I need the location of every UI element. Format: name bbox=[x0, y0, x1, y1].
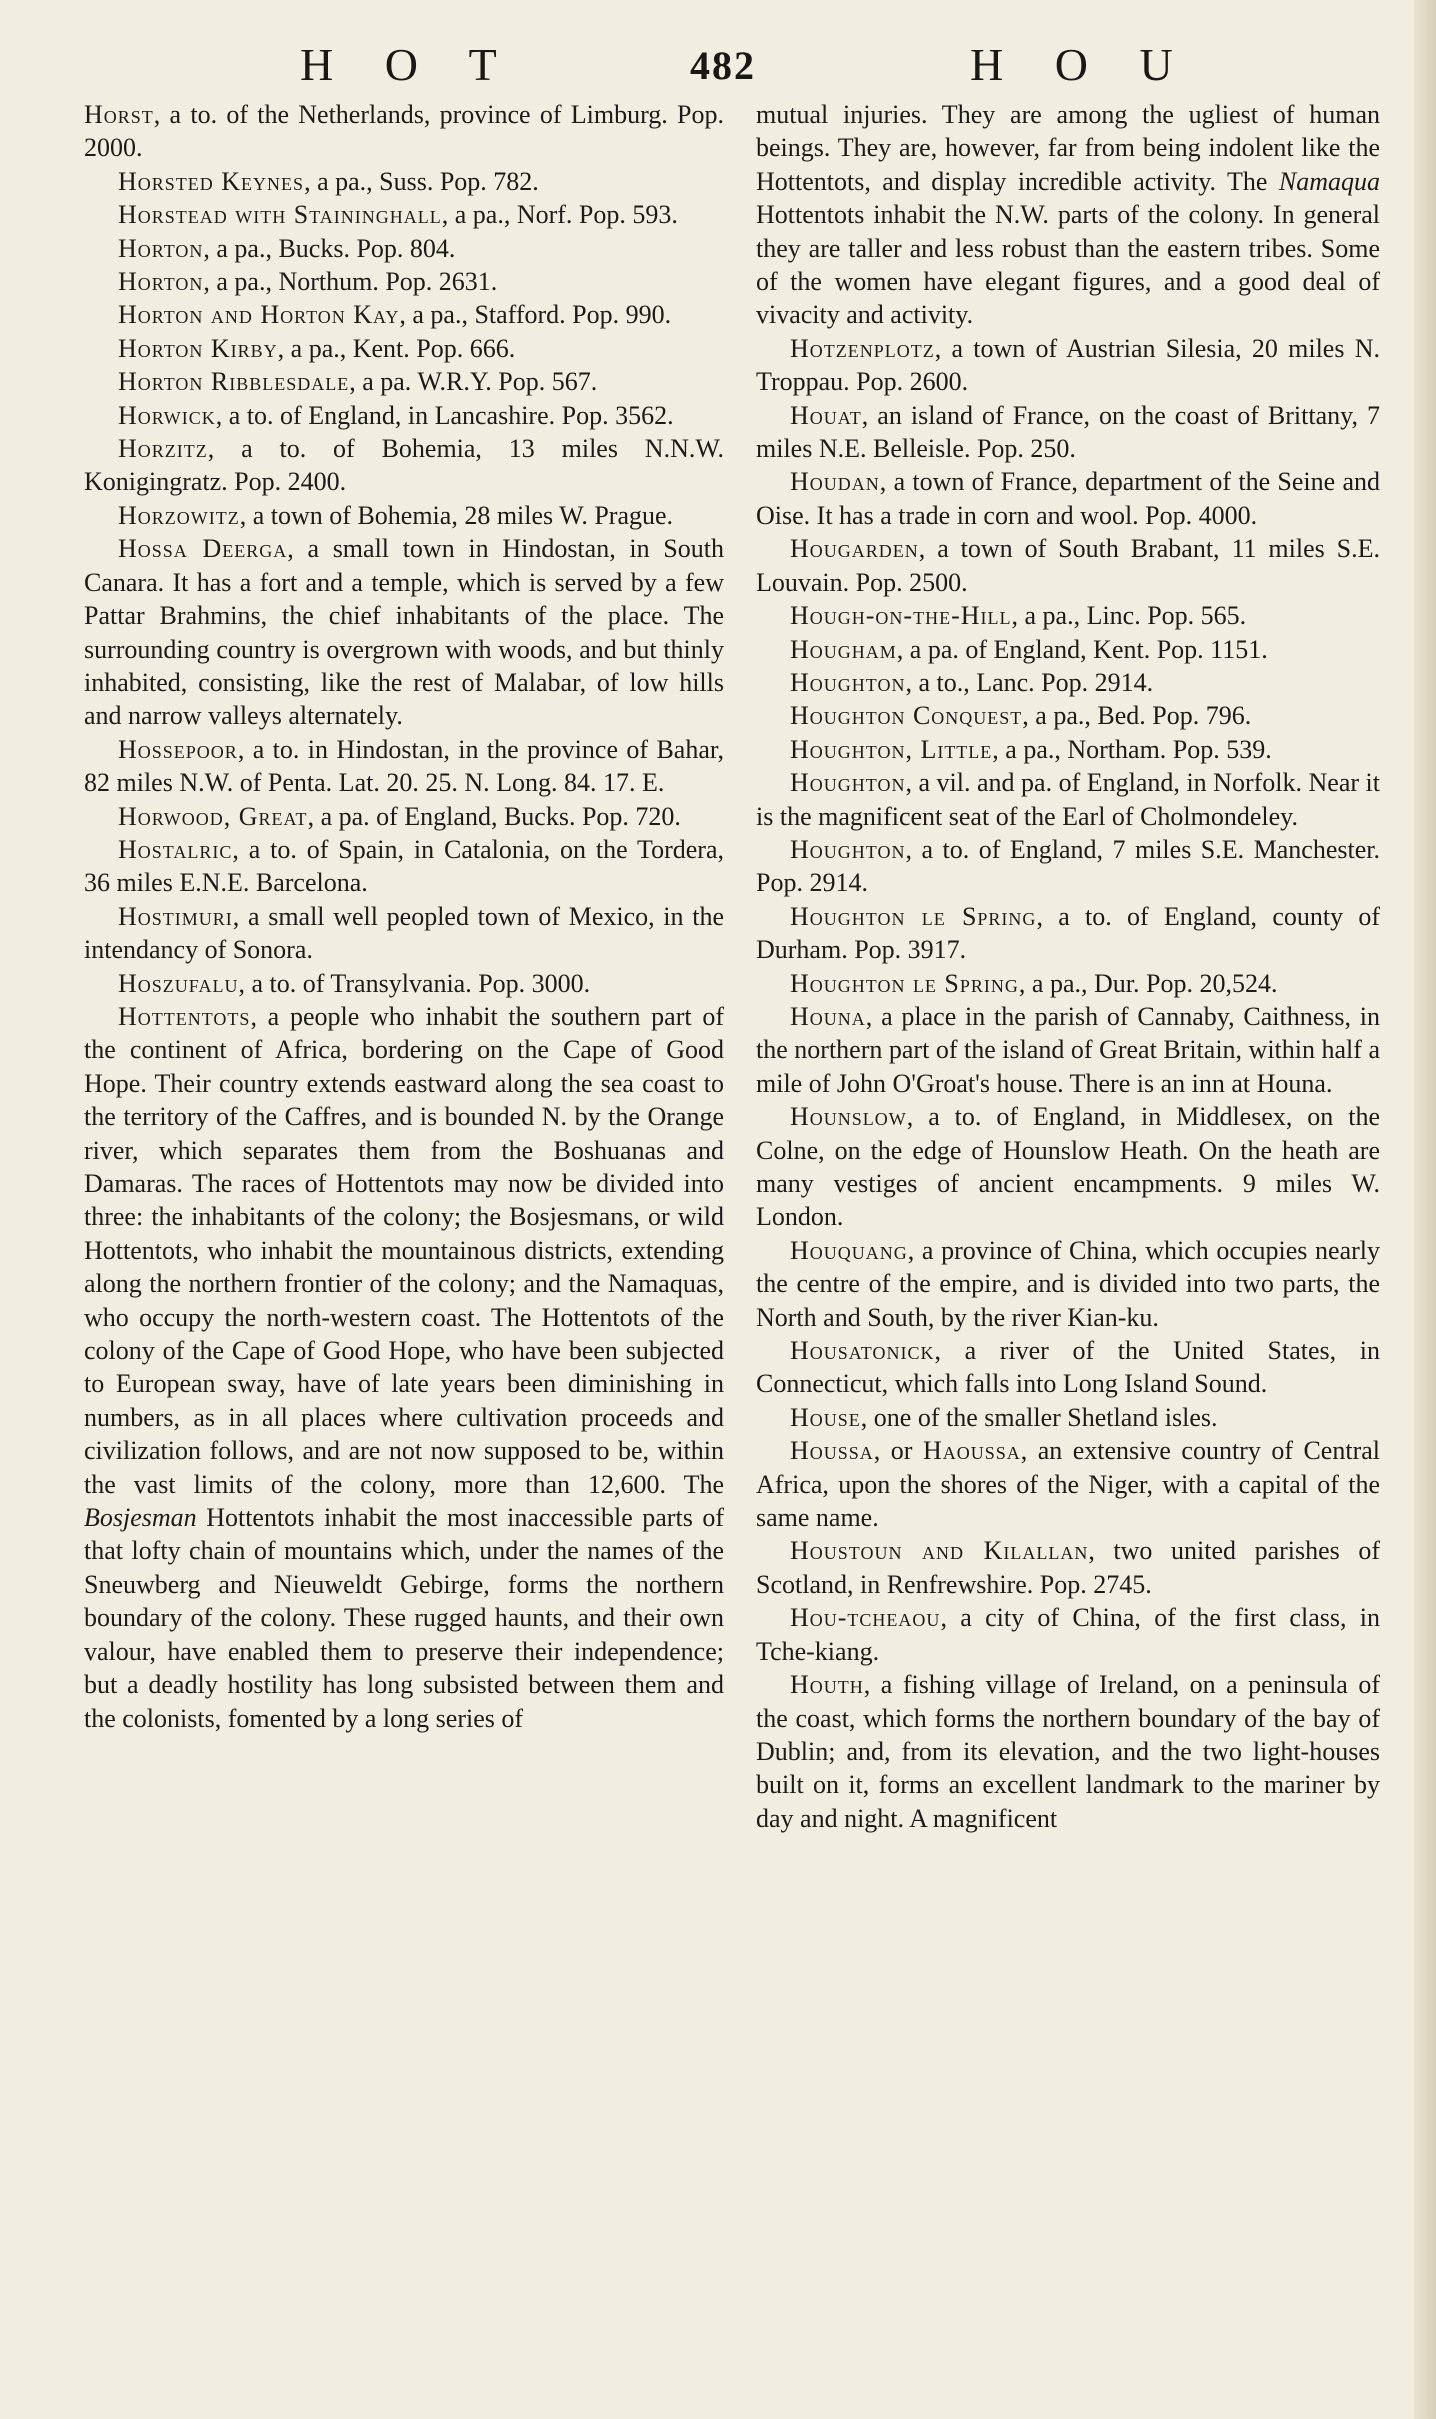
entry-italic: Namaqua bbox=[1278, 166, 1380, 196]
entry-headword-alt: Haoussa bbox=[922, 1436, 1021, 1466]
gazetteer-entry bbox=[756, 833, 1380, 900]
gazetteer-entry bbox=[84, 432, 724, 499]
gazetteer-entry bbox=[756, 465, 1380, 532]
gazetteer-entry bbox=[756, 1334, 1380, 1401]
gazetteer-entry bbox=[756, 967, 1380, 1000]
entry-text: , a to. of England, in Middlesex, on the Colne, on the edge of Hounslow Heath. On the heath are many vestiges of ancient encampments. 9 miles W. London. bbox=[756, 1102, 1380, 1232]
gazetteer-entry bbox=[84, 499, 724, 532]
entry-headword: Horsted Keynes bbox=[118, 166, 305, 196]
gazetteer-entry bbox=[756, 699, 1380, 732]
entry-headword: Horwood, Great bbox=[118, 801, 308, 831]
entry-headword: Houquang bbox=[790, 1235, 908, 1265]
gazetteer-entry bbox=[84, 332, 724, 365]
gazetteer-entry bbox=[84, 198, 724, 231]
gazetteer-entry bbox=[756, 633, 1380, 666]
entry-text: , a town of Austrian Silesia, 20 miles N. Troppau. Pop. 2600. bbox=[756, 333, 1380, 397]
entry-text: , a small town in Hindostan, in South Canara. It has a fort and a temple, which is served by a few Pattar Brahmins, the chief inhabitants of the place. The surrounding country is overgrown with woods, and but thinly inhabited, consisting, like the rest of Malabar, of low hills and narrow valleys alternately. bbox=[84, 534, 724, 731]
gazetteer-entry bbox=[756, 332, 1380, 399]
entry-headword: Hotzenplotz bbox=[790, 333, 935, 363]
entry-headword: Houstoun and Kilallan bbox=[790, 1536, 1089, 1566]
gazetteer-entry bbox=[84, 265, 724, 298]
entry-text: , a river of the United States, in Connecticut, which falls into Long Island Sound. bbox=[756, 1336, 1380, 1399]
gazetteer-entry bbox=[756, 1234, 1380, 1334]
entry-text: , a to. of the Netherlands, province of Limburg. Pop. 2000. bbox=[84, 100, 724, 163]
entry-headword: Houssa bbox=[790, 1436, 874, 1466]
entry-headword: Hounslow bbox=[790, 1102, 907, 1132]
entry-headword: Houat bbox=[790, 400, 862, 430]
entry-text: , a province of China, which occupies nearly the centre of the empire, and is divided into two parts, the North and South, by the river Kian-ku. bbox=[756, 1235, 1380, 1332]
entry-text: , a to. of Transylvania. Pop. 3000. bbox=[238, 968, 591, 998]
entry-text: , two united parishes of Scotland, in Renfrewshire. Pop. 2745. bbox=[756, 1536, 1381, 1599]
entry-text: , a pa., Norf. Pop. 593. bbox=[441, 200, 678, 230]
gazetteer-entry bbox=[84, 98, 724, 165]
entry-text: , or bbox=[873, 1436, 923, 1466]
entry-headword: Hossepoor bbox=[118, 734, 238, 764]
entry-headword: Housatonick bbox=[790, 1336, 935, 1366]
entry-text: , a pa., Bucks. Pop. 804. bbox=[203, 233, 456, 263]
entry-headword: Hossa Deerga bbox=[118, 534, 288, 564]
entry-text: , a city of China, of the first class, in Tche-kiang. bbox=[756, 1603, 1380, 1666]
running-header bbox=[0, 38, 1436, 98]
entry-headword: Horzowitz bbox=[118, 500, 240, 530]
gazetteer-entry bbox=[84, 800, 724, 833]
left-column bbox=[84, 98, 724, 1735]
gazetteer-entry bbox=[84, 165, 724, 198]
entry-text: , a fishing village of Ireland, on a peninsula of the coast, which forms the northern boundary of the bay of Dublin; and, from its elevation, and the two light-houses built on it, forms an excellent landmark to the mariner by day and night. A magnificent bbox=[756, 1670, 1380, 1833]
gazetteer-entry bbox=[84, 1000, 724, 1735]
entry-text: , a town of France, department of the Seine and Oise. It has a trade in corn and wool. Pop. 4000. bbox=[756, 467, 1380, 530]
gazetteer-entry bbox=[756, 666, 1380, 699]
entry-text: , a pa. of England, Kent. Pop. 1151. bbox=[896, 634, 1268, 664]
entry-text: , one of the smaller Shetland isles. bbox=[860, 1402, 1218, 1432]
entry-text: , a pa., Bed. Pop. 796. bbox=[1022, 701, 1252, 731]
entry-headword: Houdan bbox=[790, 467, 880, 497]
gazetteer-entry bbox=[756, 98, 1380, 332]
entry-headword: Horstead with Staininghall bbox=[118, 200, 442, 230]
entry-headword: Houghton le Spring bbox=[790, 901, 1037, 931]
entry-text: , a to., Lanc. Pop. 2914. bbox=[905, 667, 1154, 697]
entry-text: , a pa., Northum. Pop. 2631. bbox=[203, 267, 498, 297]
entry-text: , a pa., Kent. Pop. 666. bbox=[277, 333, 516, 363]
page-number: 482 bbox=[690, 43, 756, 88]
gazetteer-entry bbox=[84, 967, 724, 1000]
entry-text: mutual injuries. They are among the ugliest of human beings. They are, however, far from being indolent like the Hottentots, and display incredible activity. The bbox=[756, 100, 1380, 196]
gazetteer-entry bbox=[84, 532, 724, 732]
entry-headword: Hougham bbox=[790, 634, 897, 664]
entry-headword: Hou-tcheaou bbox=[790, 1603, 941, 1633]
entry-headword: Houghton le Spring bbox=[790, 968, 1019, 998]
gazetteer-entry bbox=[84, 900, 724, 967]
header-right: H O U bbox=[970, 39, 1193, 90]
entry-text: , a place in the parish of Cannaby, Caithness, in the northern part of the island of Great Britain, within half a mile of John O'Groat's house. There is an inn at Houna. bbox=[756, 1001, 1380, 1098]
entry-text: , a pa. of England, Bucks. Pop. 720. bbox=[307, 801, 681, 831]
entry-headword: Houghton, Little bbox=[790, 734, 993, 764]
gazetteer-entry bbox=[84, 399, 724, 432]
entry-headword: Horst bbox=[84, 100, 154, 129]
gazetteer-entry bbox=[84, 733, 724, 800]
entry-text: , a town of Bohemia, 28 miles W. Prague. bbox=[239, 500, 674, 530]
entry-text: , a pa., Linc. Pop. 565. bbox=[1011, 601, 1247, 631]
entry-headword: Houghton Conquest bbox=[790, 701, 1023, 731]
entry-text: Hottentots inhabit the most inaccessible parts of that lofty chain of mountains which, under the names of the Sneuwberg and Nieuweldt Gebirge, forms the northern boundary of the colony. These rugged haunts, and their own valour, have enabled them to preserve their independence; but a deadly hostility has long subsisted between them and the colonists, fomented by a long series of bbox=[84, 1503, 724, 1733]
page-edge bbox=[1414, 0, 1436, 2419]
entry-headword: Hough-on-the-Hill bbox=[790, 601, 1012, 631]
entry-headword: House bbox=[790, 1402, 861, 1432]
gazetteer-entry bbox=[756, 1668, 1380, 1835]
header-left: H O T bbox=[300, 39, 517, 90]
entry-text: , a pa., Suss. Pop. 782. bbox=[304, 166, 539, 196]
entry-text: , a to. of Spain, in Catalonia, on the Tordera, 36 miles E.N.E. Barcelona. bbox=[84, 834, 724, 898]
entry-headword: Horton Kirby bbox=[118, 333, 278, 363]
entry-headword: Hostalric bbox=[118, 834, 233, 864]
entry-text: , a town of South Brabant, 11 miles S.E. Louvain. Pop. 2500. bbox=[756, 534, 1380, 597]
gazetteer-entry bbox=[84, 298, 724, 331]
entry-text: , a to. of England, 7 miles S.E. Manchester. Pop. 2914. bbox=[756, 834, 1380, 898]
gazetteer-entry bbox=[756, 1434, 1380, 1534]
gazetteer-entry bbox=[756, 1601, 1380, 1668]
entry-headword: Hougarden bbox=[790, 534, 919, 564]
gazetteer-entry bbox=[756, 399, 1380, 466]
entry-text: , a to. of Bohemia, 13 miles N.N.W. Konigingratz. Pop. 2400. bbox=[84, 434, 724, 497]
entry-headword: Hottentots bbox=[118, 1001, 251, 1031]
gazetteer-entry bbox=[756, 1100, 1380, 1234]
entry-text: , a pa., Stafford. Pop. 990. bbox=[399, 300, 672, 330]
entry-headword: Horwick bbox=[118, 400, 216, 430]
entry-text: , a to. in Hindostan, in the province of Bahar, 82 miles N.W. of Penta. Lat. 20. 25. N. Long. 84. 17. E. bbox=[84, 734, 724, 798]
entry-headword: Houna bbox=[790, 1001, 866, 1031]
gazetteer-entry bbox=[84, 232, 724, 265]
gazetteer-entry bbox=[756, 1000, 1380, 1100]
entry-headword: Horton bbox=[118, 233, 204, 263]
entry-headword: Horton bbox=[118, 267, 204, 297]
gazetteer-entry bbox=[756, 1534, 1380, 1601]
gazetteer-entry bbox=[756, 599, 1380, 632]
gazetteer-entry bbox=[84, 833, 724, 900]
entry-text: , a pa. W.R.Y. Pop. 567. bbox=[349, 367, 598, 397]
gazetteer-entry bbox=[756, 1401, 1380, 1434]
entry-text: , an island of France, on the coast of Brittany, 7 miles N.E. Belleisle. Pop. 250. bbox=[756, 400, 1380, 464]
entry-text: , a to. of England, county of Durham. Pop. 3917. bbox=[756, 901, 1380, 965]
entry-text: , a to. of England, in Lancashire. Pop. 3562. bbox=[215, 400, 674, 430]
gazetteer-entry bbox=[756, 532, 1380, 599]
gazetteer-entry bbox=[84, 365, 724, 398]
entry-headword: Horton Ribblesdale bbox=[118, 367, 350, 397]
entry-text: , a vil. and pa. of England, in Norfolk. Near it is the magnificent seat of the Earl of Cholmondeley. bbox=[756, 768, 1380, 831]
entry-text: , a pa., Northam. Pop. 539. bbox=[992, 734, 1272, 764]
right-column bbox=[756, 98, 1380, 1835]
entry-text: Hottentots inhabit the N.W. parts of the colony. In general they are taller and less robust than the eastern tribes. Some of the women have elegant figures, and a good deal of vivacity and activity. bbox=[756, 200, 1380, 330]
entry-text: , an extensive country of Central Africa, upon the shores of the Niger, with a capital of the same name. bbox=[756, 1436, 1380, 1533]
entry-headword: Houghton bbox=[790, 768, 906, 798]
entry-headword: Houghton bbox=[790, 667, 906, 697]
gazetteer-entry bbox=[756, 766, 1380, 833]
gazetteer-entry bbox=[756, 733, 1380, 766]
entry-headword: Hostimuri bbox=[118, 901, 233, 931]
entry-italic: Bosjesman bbox=[84, 1503, 197, 1533]
gazetteer-entry bbox=[756, 900, 1380, 967]
entry-text: , a pa., Dur. Pop. 20,524. bbox=[1018, 968, 1278, 998]
entry-headword: Houth bbox=[790, 1670, 864, 1700]
entry-headword: Horton and Horton Kay bbox=[118, 300, 400, 330]
entry-text: , a people who inhabit the southern part of the continent of Africa, bordering on the Cape of Good Hope. Their country extends eastward along the sea coast to the territory of the Caffres, and is bounded N. by the Orange river, which separates them from the Boshuanas and Damaras. The races of Hottentots may now be divided into three: the inhabitants of the colony; the Bosjesmans, or wild Hottentots, who inhabit the mountainous districts, extending along the northern frontier of the colony; and the Namaquas, who occupy the north-western coast. The Hottentots of the colony of the Cape of Good Hope, who have been subjected to European sway, have of late years been diminishing in numbers, as in all places where cultivation proceeds and civilization follows, and are not now supposed to be, within the vast limits of the colony, more than 12,600. The bbox=[84, 1001, 724, 1499]
entry-headword: Horzitz bbox=[118, 434, 208, 464]
entry-headword: Houghton bbox=[790, 834, 906, 864]
entry-text: , a small well peopled town of Mexico, in the intendancy of Sonora. bbox=[84, 901, 724, 965]
entry-headword: Hoszufalu bbox=[118, 968, 239, 998]
